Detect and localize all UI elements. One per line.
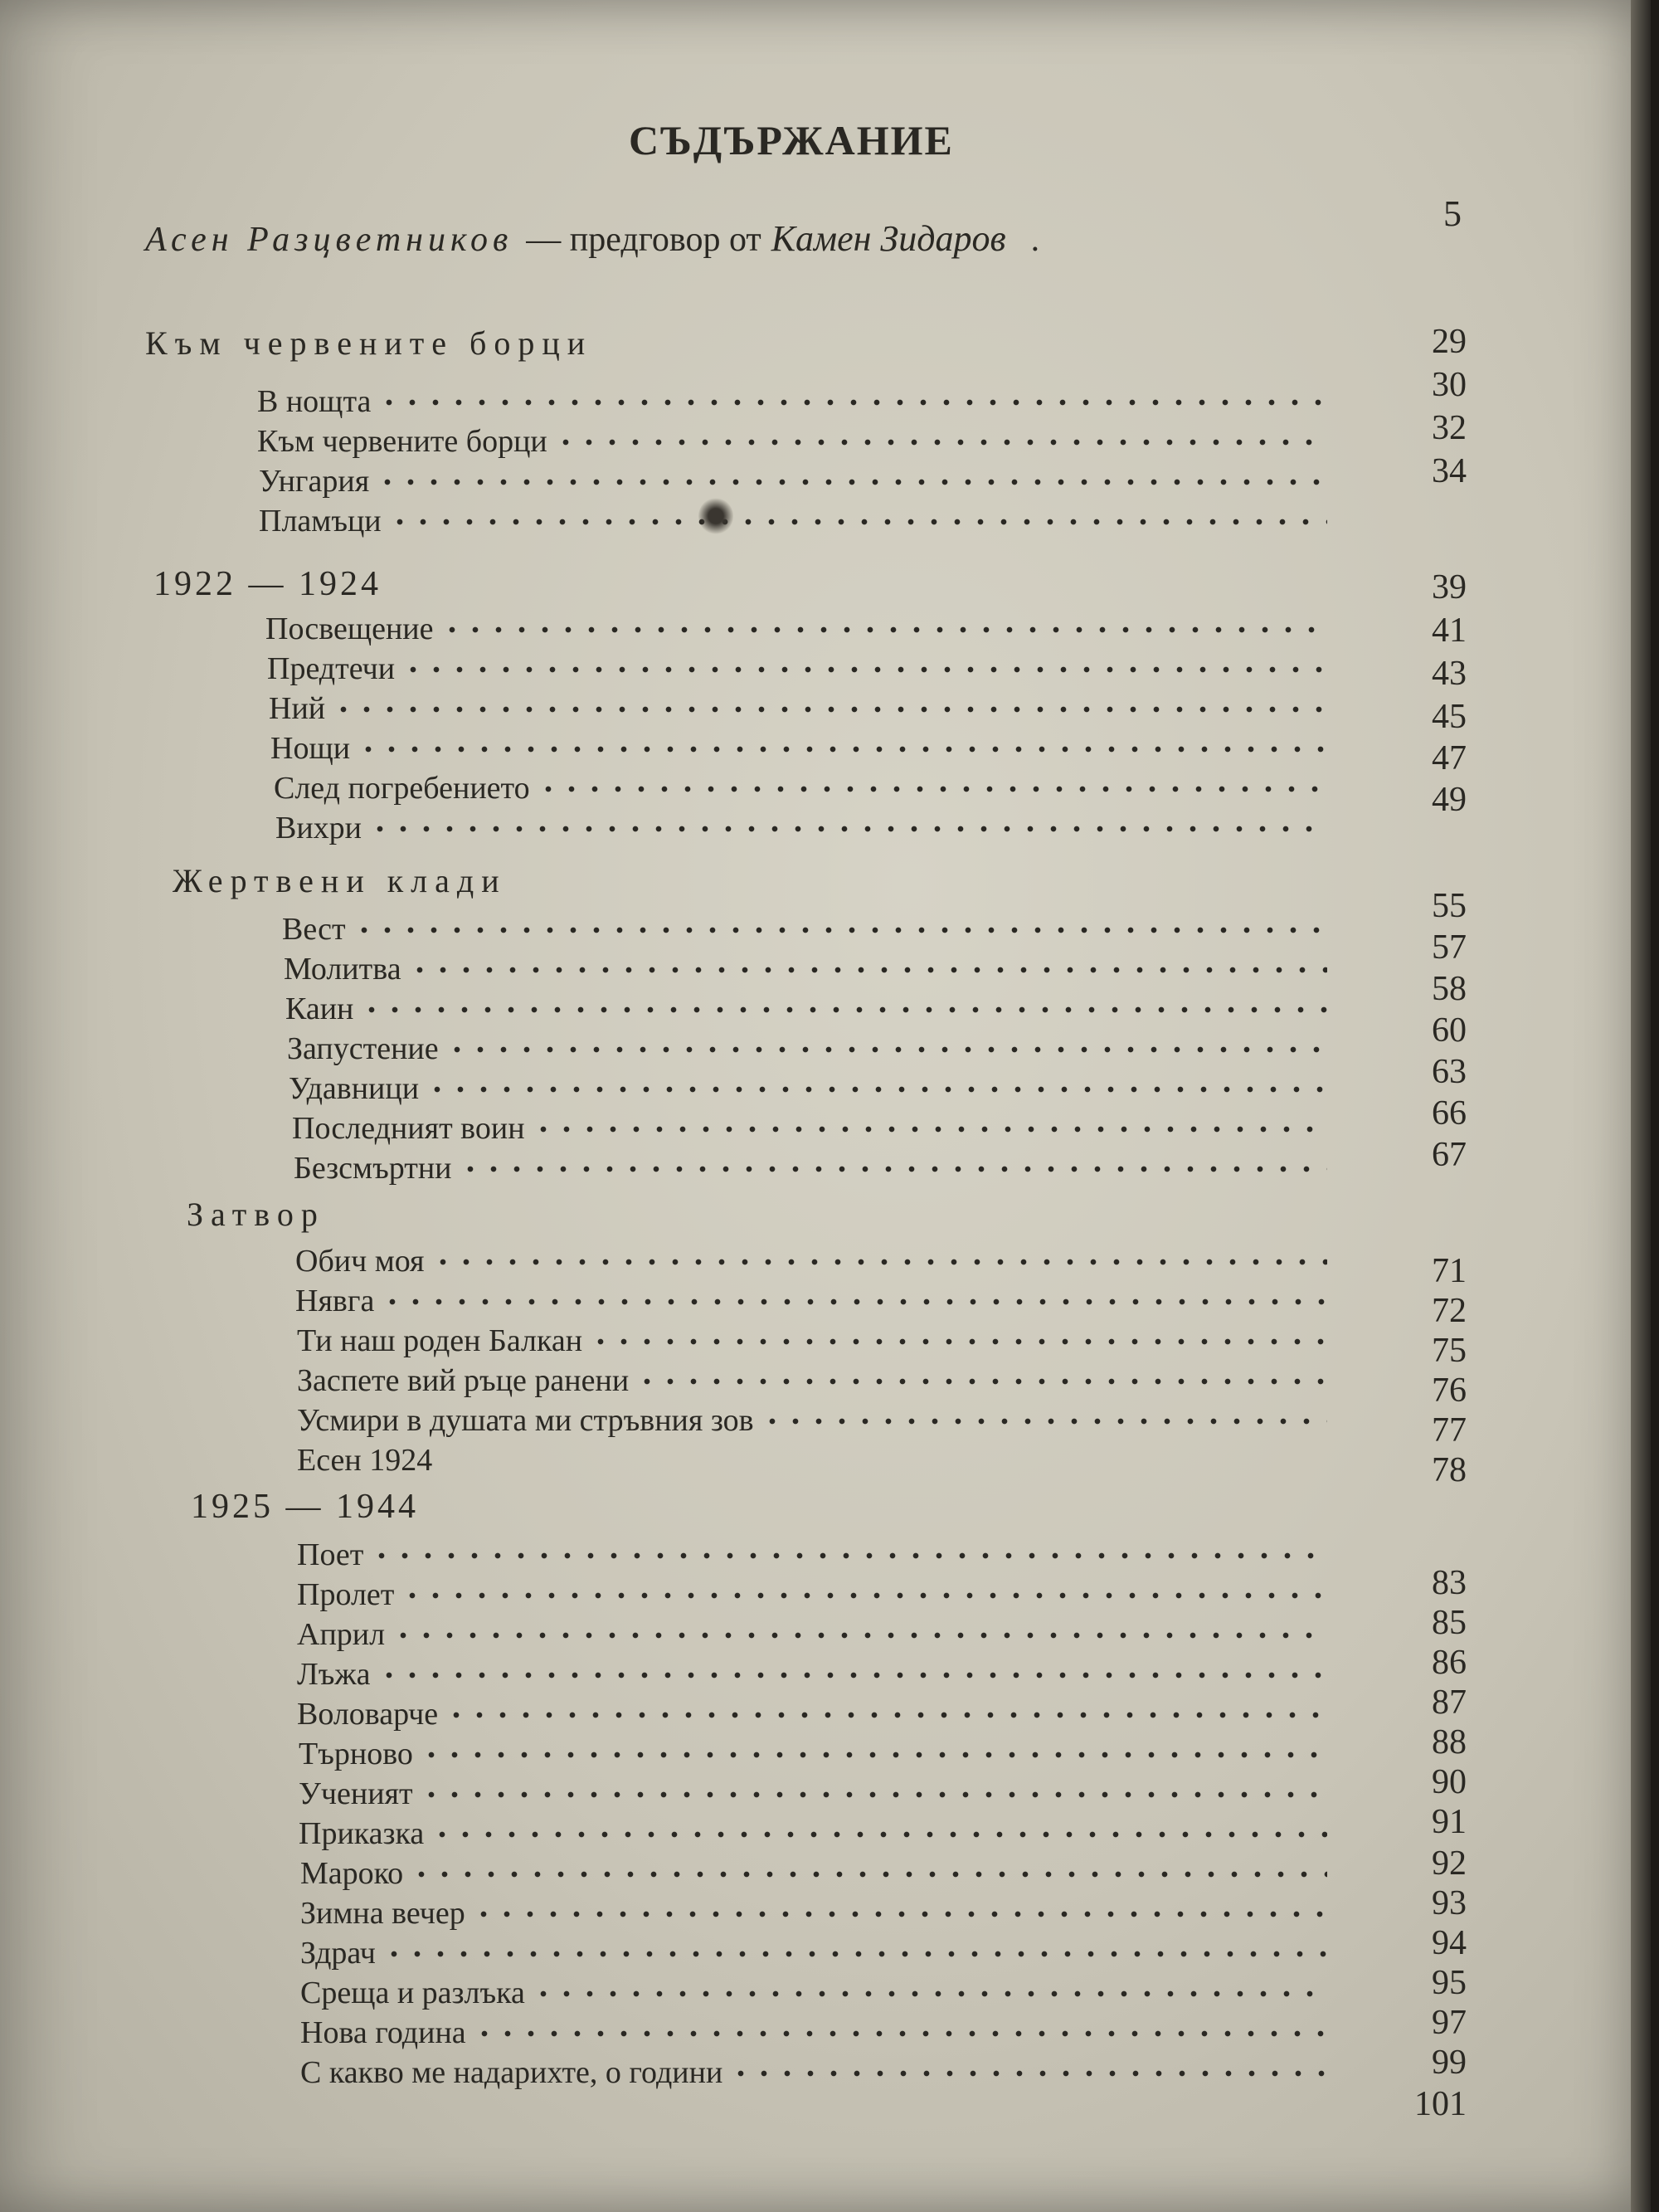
toc-entry-label: Поет [297, 1537, 364, 1572]
dot-leader [388, 519, 1327, 525]
toc-entry-label: Унгария [259, 464, 370, 499]
toc-entry [259, 503, 1327, 541]
toc-entry-label: След погребението [274, 771, 530, 806]
dot-leader [445, 1046, 1327, 1053]
toc-entry [297, 1402, 1327, 1440]
page-number: 97 [1432, 2004, 1467, 2042]
toc-entry [292, 1110, 1327, 1148]
dot-leader [473, 2030, 1327, 2037]
dot-leader [420, 1791, 1327, 1798]
ink-stain [698, 498, 733, 534]
page-number: 101 [1414, 2085, 1467, 2123]
dot-leader [360, 1006, 1327, 1013]
page-number: 72 [1432, 1292, 1467, 1330]
dot-leader [377, 399, 1327, 406]
page-number: 92 [1432, 1844, 1467, 1883]
toc-entry [270, 730, 1327, 768]
toc-entry [282, 911, 1327, 949]
page-number: 94 [1432, 1924, 1467, 1962]
dot-leader [377, 1672, 1327, 1678]
page-number: 91 [1432, 1803, 1467, 1841]
page-number: 78 [1432, 1451, 1467, 1489]
dot-leader [370, 1552, 1327, 1559]
toc-entry [297, 1656, 1327, 1694]
dot-leader [537, 786, 1327, 792]
page-number: 57 [1432, 928, 1467, 967]
toc-entry-label: Ти наш роден Балкан [297, 1323, 583, 1358]
toc-entry [284, 951, 1327, 989]
toc-entry-label: Към червените борци [257, 424, 547, 459]
foreword-dot: . [1030, 221, 1040, 259]
section-title: 1922 — 1924 [153, 565, 382, 603]
page-number: 75 [1432, 1332, 1467, 1370]
dot-leader [761, 1418, 1327, 1425]
toc-entry [259, 463, 1327, 501]
page-number: 99 [1432, 2044, 1467, 2082]
toc-entry [297, 1537, 1327, 1575]
page-number: 41 [1432, 611, 1467, 650]
toc-entry-label: Вест [282, 912, 346, 947]
toc-entry [299, 1776, 1327, 1814]
toc-entry-label: С какво ме надарихте, о години [300, 2055, 723, 2090]
section-title: Жертвени клади [173, 862, 507, 899]
toc-entry [299, 1815, 1327, 1854]
page-number: 58 [1432, 970, 1467, 1008]
dot-leader [401, 1592, 1327, 1599]
toc-entry-label: Предтечи [267, 651, 396, 686]
toc-entry [285, 991, 1327, 1029]
dot-leader [401, 666, 1327, 673]
toc-entry-label: Безсмъртни [294, 1151, 452, 1186]
toc-entry-label: Пламъци [259, 504, 382, 538]
toc-entry [275, 810, 1327, 848]
toc-entry-label: Ученият [299, 1776, 413, 1811]
foreword-page-number: 5 [1443, 193, 1462, 234]
toc-entry [297, 1696, 1327, 1734]
toc-entry [297, 1323, 1327, 1361]
dot-leader [459, 1166, 1327, 1172]
toc-entry-label: Април [297, 1617, 386, 1652]
foreword-by: Камен Зидаров [771, 218, 1006, 259]
section-title: Към червените борци [145, 324, 593, 362]
toc-entry-label: Воловарче [297, 1697, 439, 1732]
foreword-author: Асен Разцветников [145, 221, 513, 259]
section-title: Затвор [187, 1196, 325, 1233]
toc-entry-label: Посвещение [265, 611, 434, 646]
page-number: 95 [1432, 1964, 1467, 2002]
page-edge [1631, 0, 1651, 2212]
toc-entry-label: Обич моя [295, 1244, 425, 1279]
page-number: 47 [1432, 739, 1467, 777]
toc-entry-label: Нощи [270, 731, 351, 766]
dot-leader [381, 1298, 1327, 1305]
toc-entry [269, 690, 1327, 728]
toc-entry-label: Здрач [300, 1936, 376, 1971]
toc-entry-label: В нощта [257, 384, 372, 419]
page-number: 77 [1432, 1411, 1467, 1449]
page-number: 43 [1432, 655, 1467, 693]
page-number: 71 [1432, 1252, 1467, 1290]
toc-entry-label: Среща и разлъка [300, 1976, 525, 2010]
page-number: 67 [1432, 1136, 1467, 1174]
toc-entry-label: Каин [285, 992, 354, 1026]
toc-entry-label: Последният воин [292, 1111, 525, 1146]
toc-entry [300, 2015, 1327, 2053]
page-number: 39 [1432, 568, 1467, 607]
page-number: 32 [1432, 409, 1467, 447]
page-number: 86 [1432, 1644, 1467, 1682]
page-number: 66 [1432, 1094, 1467, 1133]
dot-leader [420, 1752, 1327, 1758]
dot-leader [440, 626, 1327, 633]
page-number: 30 [1432, 366, 1467, 404]
dot-leader [382, 1951, 1327, 1957]
toc-entry [294, 1150, 1327, 1188]
toc-entry-label: Нявга [295, 1284, 375, 1318]
dot-leader [729, 2070, 1327, 2077]
toc-entry-label: Усмири в душата ми стръвния зов [297, 1403, 754, 1438]
toc-entry-label: Пролет [297, 1577, 395, 1612]
toc-entry-label: Заспете вий ръце ранени [297, 1363, 630, 1398]
toc-entry [257, 423, 1327, 461]
toc-entry-label: Приказка [299, 1816, 425, 1851]
toc-entry-label: Търново [299, 1737, 413, 1771]
toc-entry-label: Запустение [287, 1031, 439, 1066]
dot-leader [431, 1831, 1327, 1838]
toc-entry [274, 770, 1327, 808]
dot-leader [353, 927, 1327, 933]
toc-entry [299, 1736, 1327, 1774]
page-number: 49 [1432, 781, 1467, 819]
toc-entry [297, 1362, 1327, 1401]
page-number: 55 [1432, 887, 1467, 925]
page-number: 45 [1432, 698, 1467, 736]
dot-leader [554, 439, 1327, 446]
toc-entry [297, 1616, 1327, 1654]
page-number: 34 [1432, 452, 1467, 490]
page-number: 85 [1432, 1604, 1467, 1642]
toc-entry [297, 1442, 1327, 1480]
toc-entry [300, 1975, 1327, 2013]
toc-entry-label: Удавници [289, 1071, 420, 1106]
toc-entry-label: Мароко [300, 1856, 404, 1891]
toc-entry [300, 1855, 1327, 1893]
toc-entry [300, 1935, 1327, 1973]
toc-entry [267, 650, 1327, 689]
dot-leader [408, 967, 1327, 973]
page-number: 60 [1432, 1011, 1467, 1050]
page-number: 83 [1432, 1564, 1467, 1602]
page-number: 93 [1432, 1884, 1467, 1922]
toc-entry-label: Есен 1924 [297, 1443, 433, 1478]
toc-entry [297, 1576, 1327, 1615]
foreword-line [145, 217, 1472, 267]
dot-leader [532, 1990, 1327, 1997]
toc-entry [295, 1283, 1327, 1321]
toc-entry [295, 1243, 1327, 1281]
dot-leader [426, 1086, 1327, 1093]
toc-entry-label: Ний [269, 691, 326, 726]
dot-leader [445, 1712, 1327, 1718]
toc-entry [265, 611, 1327, 649]
page-number: 90 [1432, 1763, 1467, 1801]
toc-entry [289, 1070, 1327, 1108]
toc-entry [300, 2054, 1327, 2093]
page-number: 87 [1432, 1683, 1467, 1722]
dot-leader [589, 1338, 1327, 1345]
dot-leader [368, 826, 1327, 832]
dot-leader [472, 1911, 1327, 1917]
dot-leader [392, 1632, 1327, 1639]
toc-entry [287, 1030, 1327, 1069]
dot-leader [410, 1871, 1327, 1878]
page-number: 88 [1432, 1723, 1467, 1761]
dot-leader [332, 706, 1327, 713]
toc-entry [300, 1895, 1327, 1933]
toc-entry-label: Нова година [300, 2015, 466, 2050]
foreword-text: — предговор от [526, 221, 761, 259]
dot-leader [376, 479, 1327, 485]
dot-leader [431, 1259, 1327, 1265]
dot-leader [532, 1126, 1327, 1133]
toc-entry-label: Вихри [275, 811, 362, 845]
dot-leader [357, 746, 1327, 753]
contents-title: СЪДЪРЖАНИЕ [629, 117, 954, 163]
dot-leader [635, 1378, 1327, 1385]
page-number: 76 [1432, 1372, 1467, 1410]
section-title: 1925 — 1944 [191, 1488, 419, 1526]
toc-entry [257, 383, 1327, 421]
toc-entry-label: Лъжа [297, 1657, 371, 1692]
toc-entry-label: Молитва [284, 952, 401, 987]
page-number: 63 [1432, 1053, 1467, 1091]
page-number: 29 [1432, 323, 1467, 361]
toc-entry-label: Зимна вечер [300, 1896, 465, 1931]
